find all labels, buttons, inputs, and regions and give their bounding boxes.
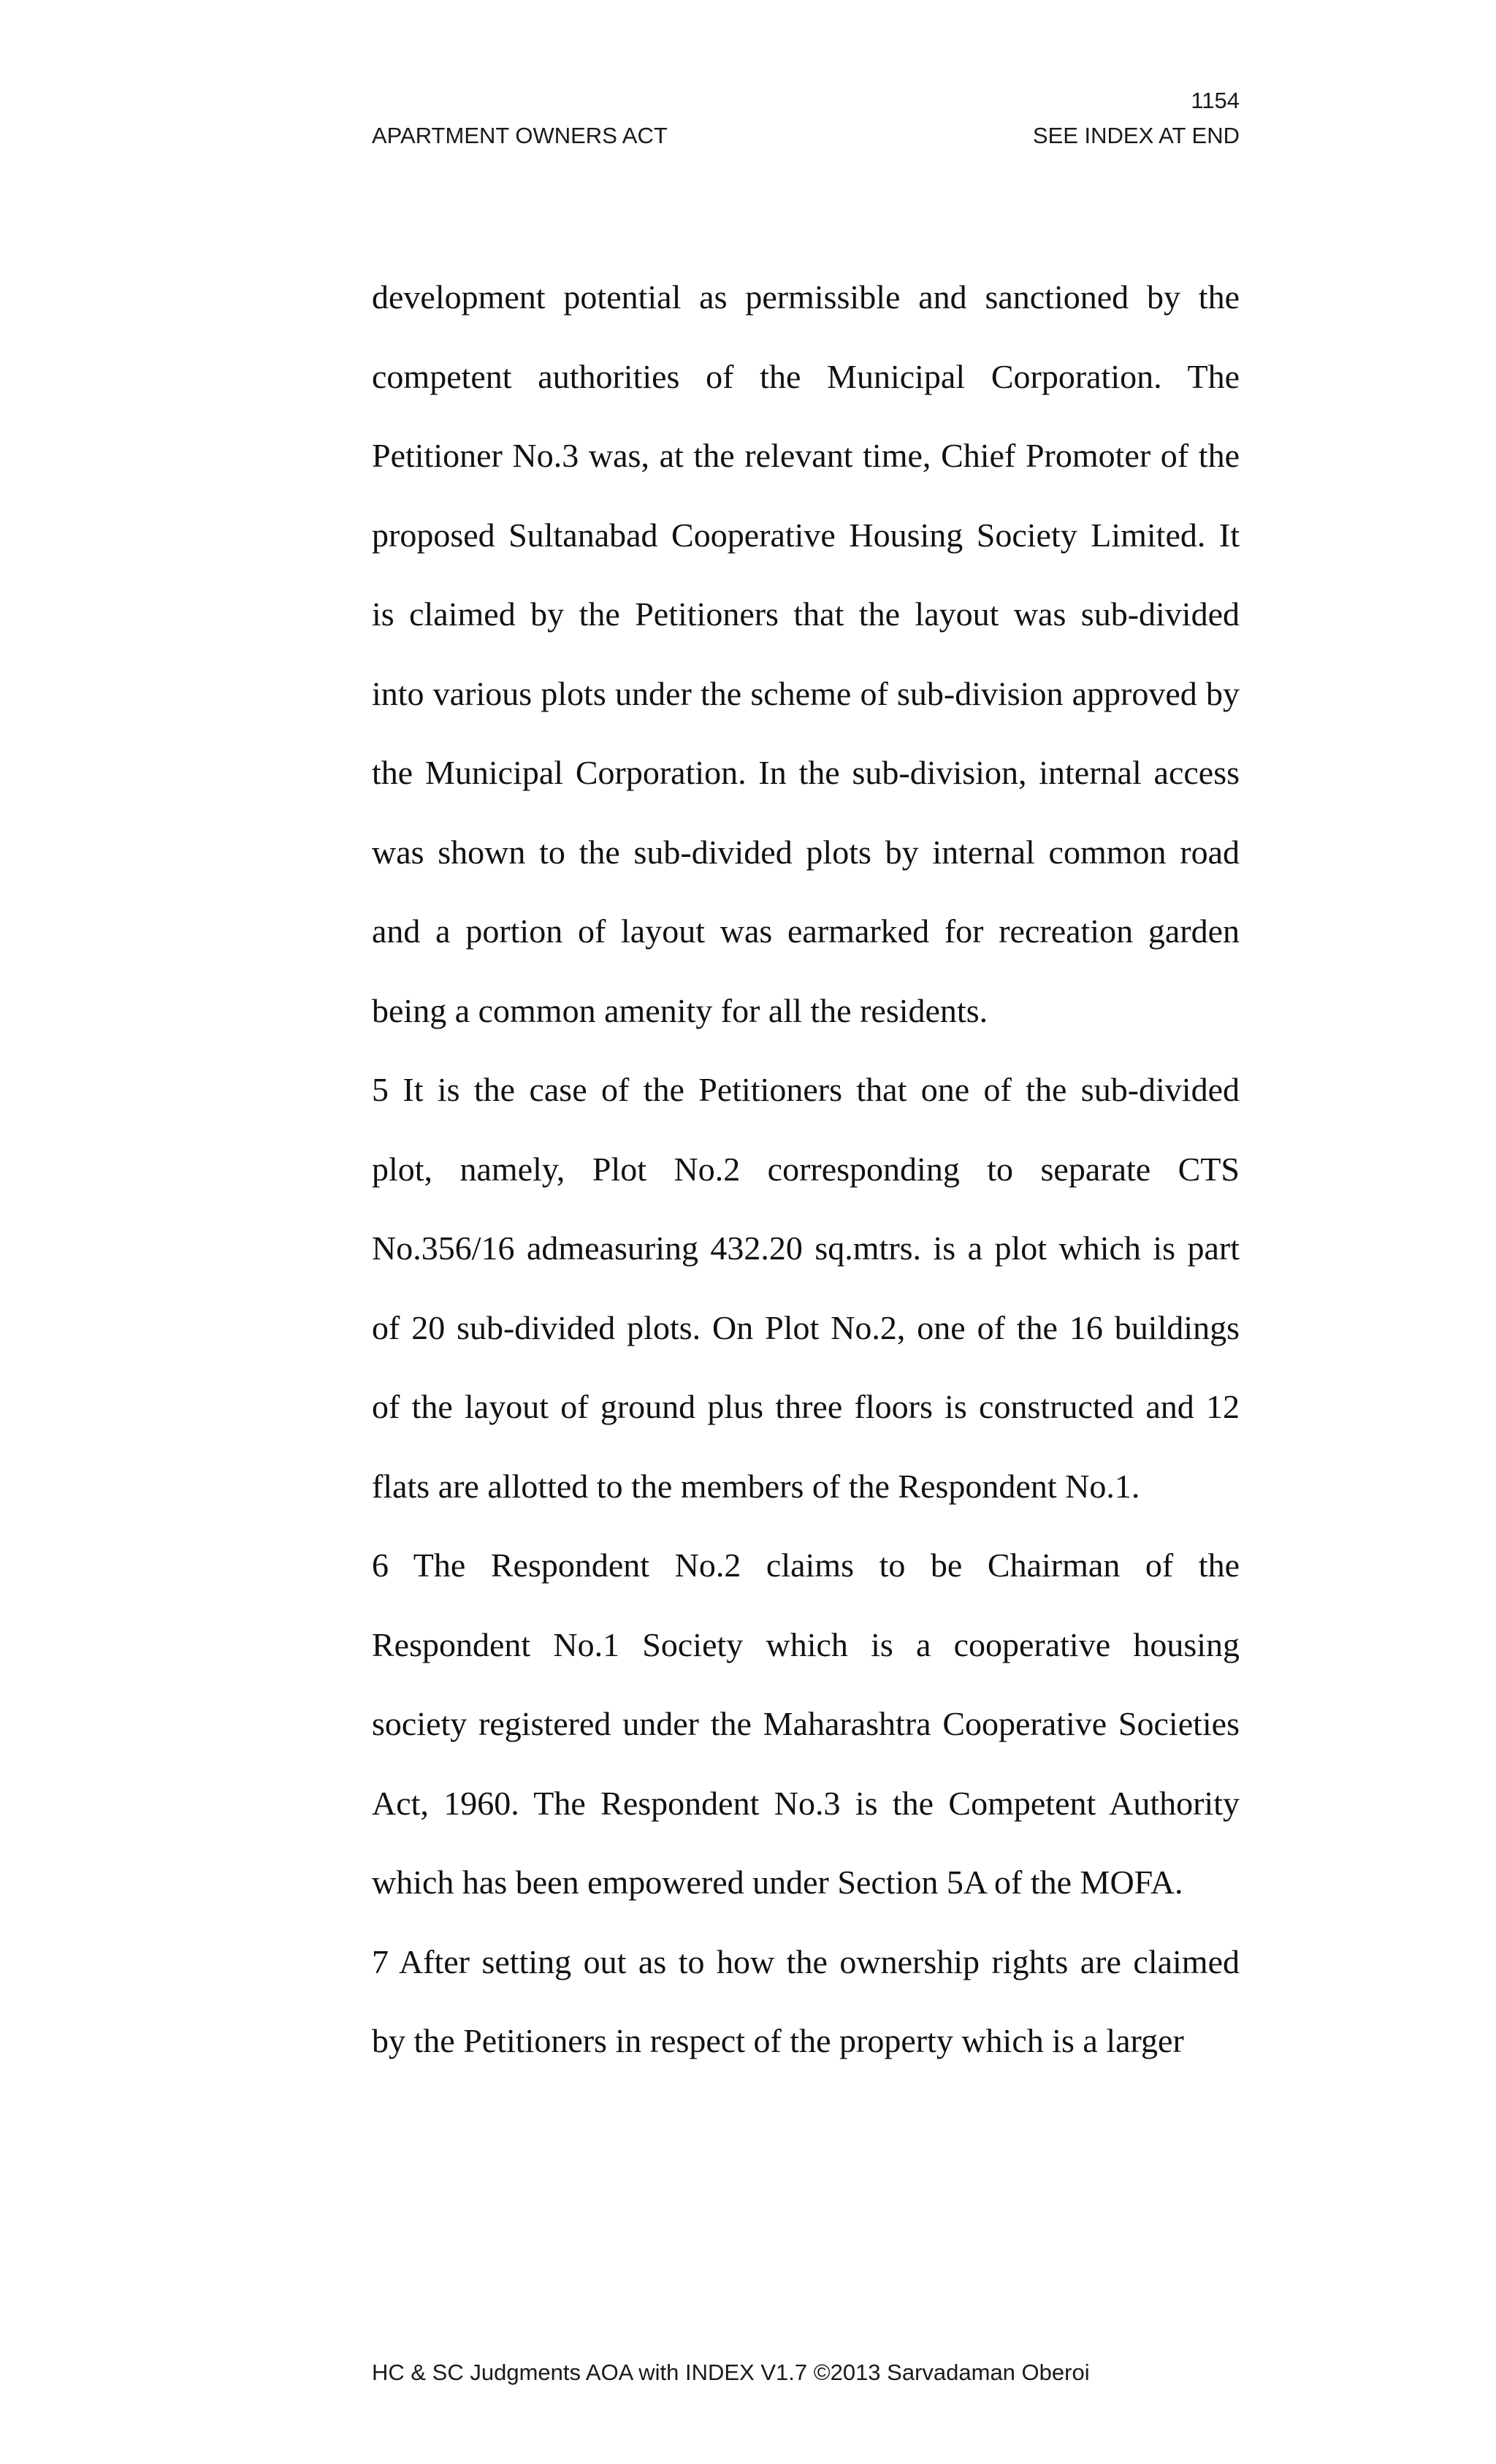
paragraph-7: 7 After setting out as to how the ownership rights are claimed by the Petitioners in respect of the property which is a larger: [372, 1942, 1240, 2059]
header-title: APARTMENT OWNERS ACT: [372, 123, 668, 148]
paragraph-6: 6 The Respondent No.2 claims to be Chairman of the Respondent No.1 Society which is a cooperative housing society registered under the Maharashtra Cooperative Societies Act, 1960. The Respondent No.3 is the Competent Authority which has been empowered under Section 5A of the MOFA.: [372, 1546, 1240, 1901]
page-footer: HC & SC Judgments AOA with INDEX V1.7 ©2013 Sarvadaman Oberoi: [372, 2360, 1090, 2385]
page-number: 1154: [1191, 88, 1240, 113]
running-header: [372, 124, 1240, 147]
paragraph-continuation: development potential as permissible and sanctioned by the competent authorities of the Municipal Corporation. The Petitioner No.3 was, at the relevant time, Chief Promoter of the proposed Sultanabad Cooperative Housing Society Limited. It is claimed by the Petitioners that the layout was sub-divided into various plots under the scheme of sub-division approved by the Municipal Corporation. In the sub-division, internal access was shown to the sub-divided plots by internal common road and a portion of layout was earmarked for recreation garden being a common amenity for all the residents.: [372, 278, 1240, 1029]
document-body: [372, 258, 1240, 2081]
header-index-note: SEE INDEX AT END: [1032, 123, 1240, 148]
paragraph-5: 5 It is the case of the Petitioners that one of the sub-divided plot, namely, Plot No.2 corresponding to separate CTS No.356/16 admeasuring 432.20 sq.mtrs. is a plot which is part of 20 sub-divided plots. On Plot No.2, one of the 16 buildings of the layout of ground plus three floors is constructed and 12 flats are allotted to the members of the Respondent No.1.: [372, 1071, 1240, 1505]
